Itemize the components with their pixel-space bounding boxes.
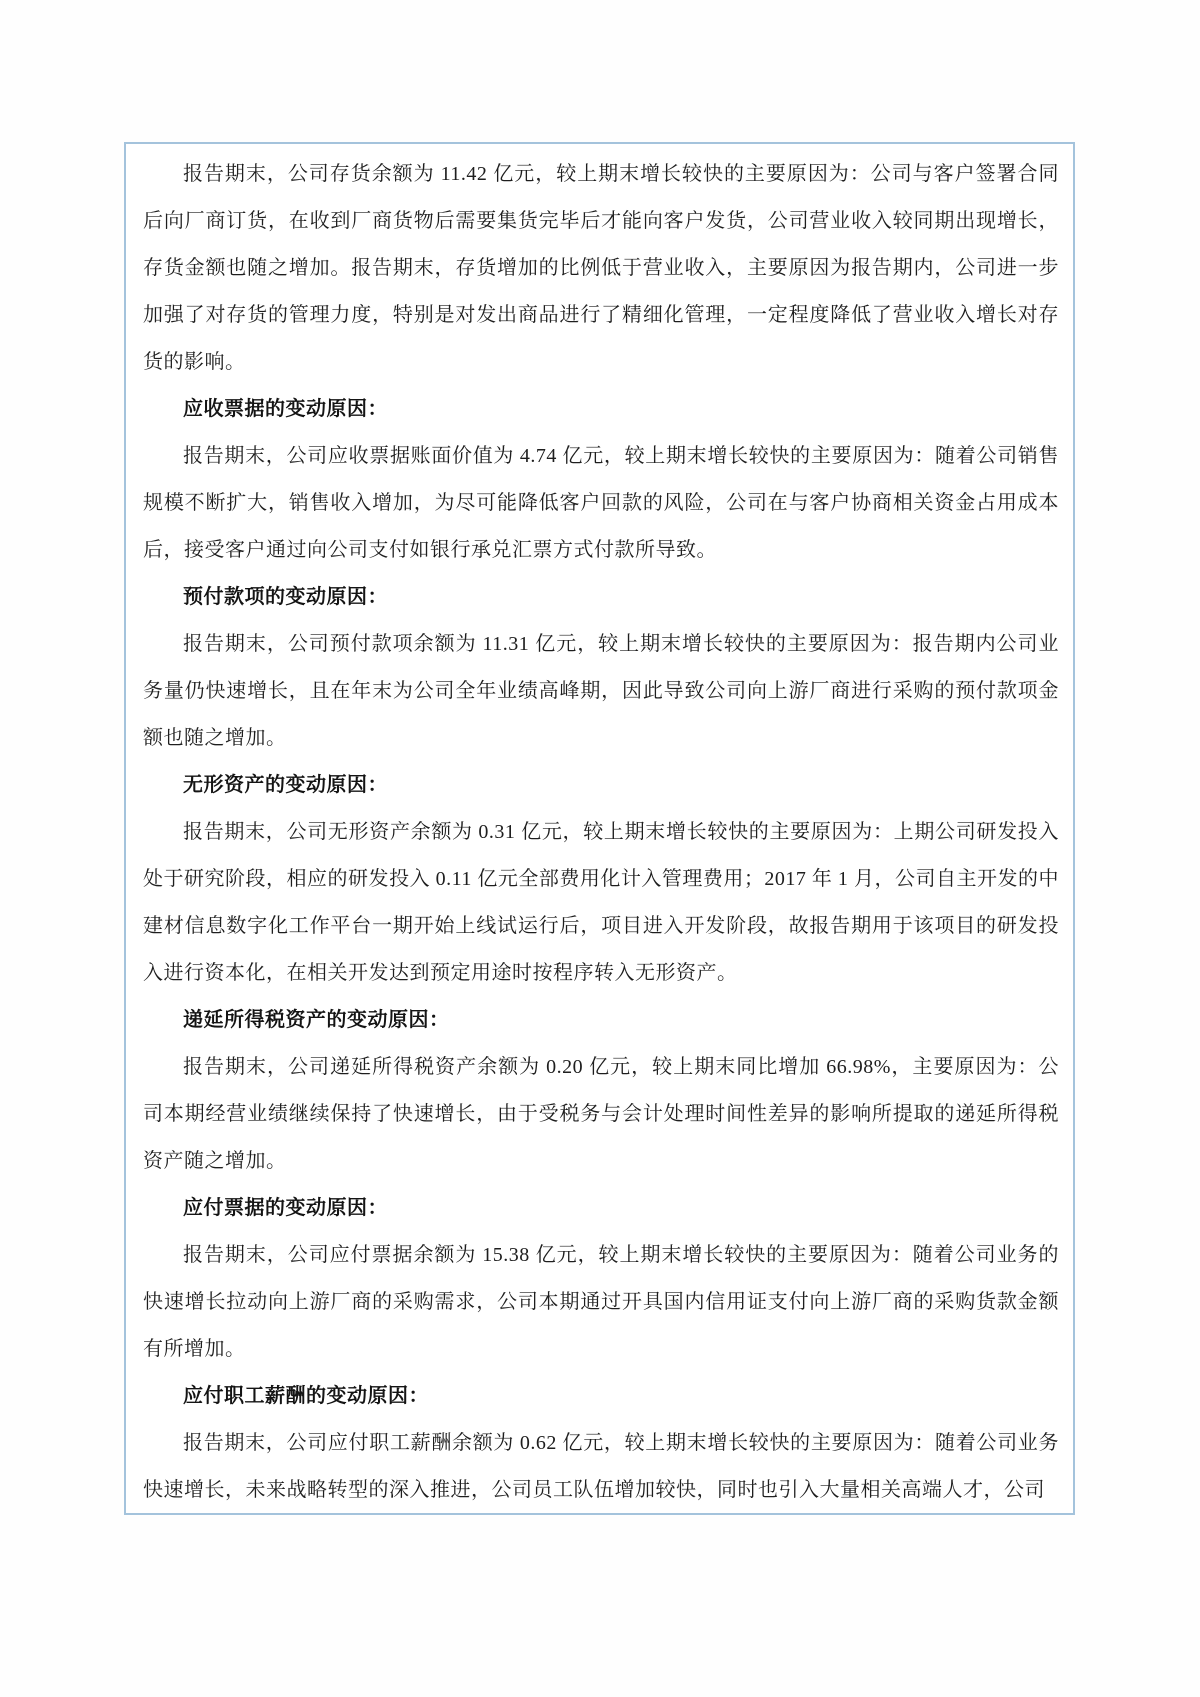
paragraph-notes-payable-change-reason: 报告期末，公司应付票据余额为 15.38 亿元，较上期末增长较快的主要原因为：随着公司业务的快速增长拉动向上游厂商的采购需求，公司本期通过开具国内信用证支付向上游厂商的采购货款金额有所增加。 [143,1244,1059,1360]
paragraph-employee-compensation-payable-change-reason: 报告期末，公司应付职工薪酬余额为 0.62 亿元，较上期末增长较快的主要原因为：随着公司业务快速增长，未来战略转型的深入推进，公司员工队伍增加较快，同时也引入大量相关高端人才，公司 [143,1432,1059,1501]
paragraph-deferred-tax-assets-change-reason: 报告期末，公司递延所得税资产余额为 0.20 亿元，较上期末同比增加 66.98%，主要原因为：公司本期经营业绩继续保持了快速增长，由于受税务与会计处理时间性差异的影响所提取的递延所得税资产随之增加。 [143,1056,1059,1172]
paragraph-notes-receivable-change-reason: 报告期末，公司应收票据账面价值为 4.74 亿元，较上期末增长较快的主要原因为：随着公司销售规模不断扩大，销售收入增加，为尽可能降低客户回款的风险，公司在与客户协商相关资金占用成本后，接受客户通过向公司支付如银行承兑汇票方式付款所导致。 [143,445,1059,561]
heading-notes-payable-change-reason: 应付票据的变动原因： [183,1197,388,1219]
heading-intangible-assets-change-reason: 无形资产的变动原因： [183,774,388,796]
heading-notes-receivable-change-reason: 应收票据的变动原因： [183,398,388,420]
heading-employee-compensation-payable-change-reason: 应付职工薪酬的变动原因： [183,1385,429,1407]
paragraph-inventory-change-reason: 报告期末，公司存货余额为 11.42 亿元，较上期末增长较快的主要原因为：公司与客户签署合同后向厂商订货，在收到厂商货物后需要集货完毕后才能向客户发货，公司营业收入较同期出现增长，存货金额也随之增加。报告期末，存货增加的比例低于营业收入，主要原因为报告期内，公司进一步加强了对存货的管理力度，特别是对发出商品进行了精细化管理，一定程度降低了营业收入增长对存货的影响。 [143,163,1059,373]
heading-deferred-tax-assets-change-reason: 递延所得税资产的变动原因： [183,1009,450,1031]
report-text-border-box [124,142,1075,1515]
paragraph-intangible-assets-change-reason: 报告期末，公司无形资产余额为 0.31 亿元，较上期末增长较快的主要原因为：上期公司研发投入处于研究阶段，相应的研发投入 0.11 亿元全部费用化计入管理费用；2017 年 1 月，公司自主开发的中建材信息数字化工作平台一期开始上线试运行后，项目进入开发阶段，故报告期用于该项目的研发投入进行资本化，在相关开发达到预定用途时按程序转入无形资产。 [143,821,1059,984]
paragraph-prepayments-change-reason: 报告期末，公司预付款项余额为 11.31 亿元，较上期末增长较快的主要原因为：报告期内公司业务量仍快速增长，且在年末为公司全年业绩高峰期，因此导致公司向上游厂商进行采购的预付款项金额也随之增加。 [143,633,1059,749]
heading-prepayments-change-reason: 预付款项的变动原因： [183,586,388,608]
